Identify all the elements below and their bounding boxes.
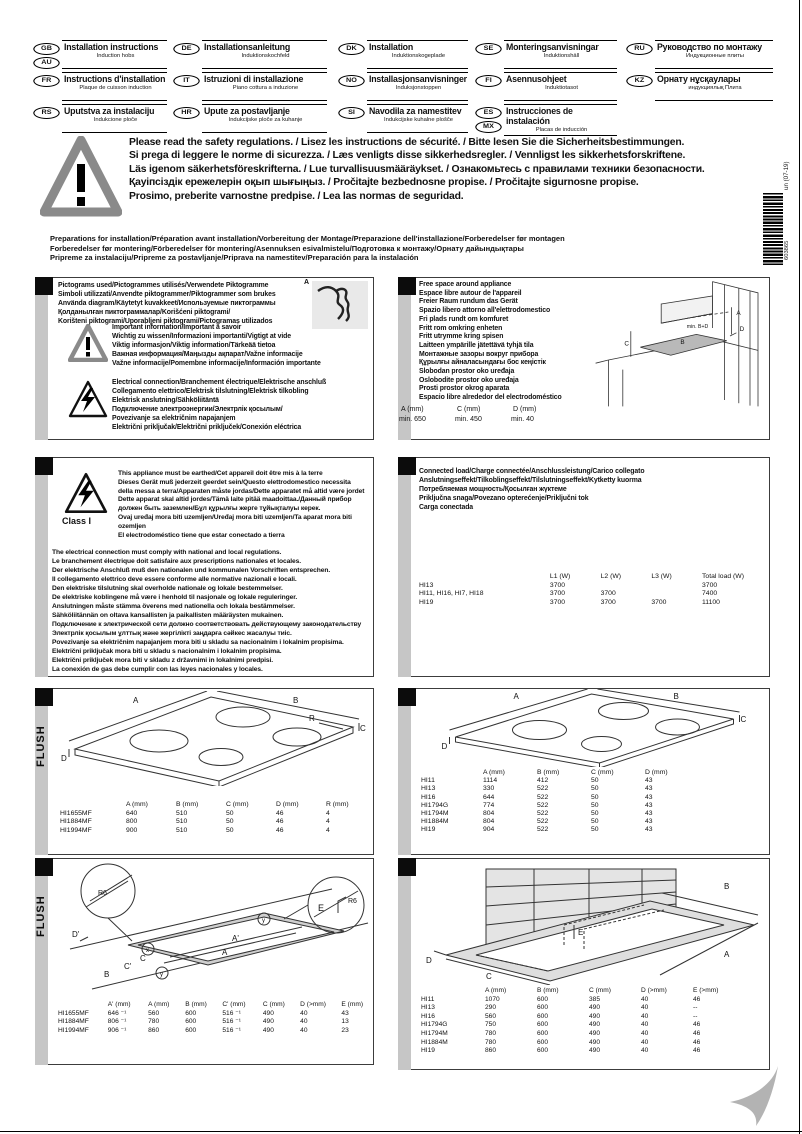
side-strip xyxy=(398,706,411,855)
svg-text:C': C' xyxy=(124,962,132,971)
corner-mark xyxy=(398,688,416,706)
flush-cutout-diagram xyxy=(52,861,370,993)
language-entry xyxy=(175,72,327,101)
table-row: HI16 644 522 50 43 xyxy=(421,793,653,801)
svg-text:E: E xyxy=(578,928,584,937)
country-badge: DK xyxy=(338,43,364,55)
barcode-number: 603865 xyxy=(784,240,790,260)
connected-load-lines: Connected load/Charge connectée/Anschlussleistung/Carico collegato Anslutningseffekt/Tilkoblingseffekt/Tilslutningseffekt/Kytketty kuorma Потребляемая мощность/Қосылған жүктеме Priključna snaga/Povezano opterećenje/Priključni tok Carga conectada xyxy=(419,468,645,511)
column-header: C (mm) xyxy=(226,801,249,808)
power-cable-icon xyxy=(312,281,368,329)
column-header: R (mm) xyxy=(326,801,349,808)
country-badge: GB xyxy=(33,43,59,55)
country-badge: FR xyxy=(33,75,59,87)
corner-mark xyxy=(35,457,53,475)
column-header: C (mm) xyxy=(589,987,611,994)
language-title: Installation instructions xyxy=(64,42,159,52)
imprint-code: un (07-19) xyxy=(783,161,790,190)
language-title: Istruzioni di installazione xyxy=(204,74,304,84)
language-title: Руководство по монтажу xyxy=(657,42,762,52)
earthing-box xyxy=(35,457,374,677)
table-row: HI19 3700 3700 3700 11100 xyxy=(419,598,720,606)
table-row: HI1794M 780 600 490 40 46 xyxy=(421,1029,701,1037)
column-header: A (mm) xyxy=(148,1001,170,1008)
country-badge: HR xyxy=(173,107,199,119)
column-header xyxy=(421,769,483,777)
svg-text:D: D xyxy=(441,742,448,751)
country-badge: AU xyxy=(33,57,59,69)
corner-mark xyxy=(35,858,53,876)
dims-bottom-table xyxy=(421,987,739,1056)
column-header xyxy=(421,987,485,996)
country-badges xyxy=(35,72,58,87)
language-entry xyxy=(175,40,327,69)
regulation-lines: The electrical connection must comply with national and local regulations. Le branchement électrique doit satisfaire aux prescriptions nationales et locales. Der elektrische Anschluß muß den nationalen und kommunalen Vorschriften entsprechen. Il collegamento elettrico deve essere conforme alle normative nazionali e locali. Den elektriske tilslutning skal overholde nationale og lokale bestemmelser. De elektriske koblingene må være i henhold til nasjonale og lokale reguleringer. Anslutningen måste stämma överens med nationella och lokala bestämmelser. Sähköliitännän on oltava kansallisten ja paikallisten määräysten mukainen. Подключение к электрической сети должно соответствовать действующему законодательству Электрлік қосылым ұлттық және жергілікті заңдарға сәйкес жасалуы тиіс. Povezivanje sa električnim napajanjem mora biti u skladu sa nacionalnim i lokalnim propisima. Električni priključak mora biti u skladu s nacionalnim i lokalnim propisima. Električni priključek mora biti v skladu z državnimi in lokalnimi predpisi. La conexión de gas debe cumplir con las leyes nacionales y locales. xyxy=(52,549,362,673)
column-header xyxy=(58,1001,108,1010)
language-title: Uputstva za instalaciju xyxy=(64,106,155,116)
language-subtitle: Piano cottura a induzione xyxy=(232,85,299,91)
table-row: HI11, HI16, HI7, HI18 3700 3700 7400 xyxy=(419,590,718,598)
table-row: HI11 1070 600 385 40 46 xyxy=(421,995,701,1003)
svg-text:R6: R6 xyxy=(98,890,107,897)
class1-electrical-icon xyxy=(64,472,108,514)
free-space-box xyxy=(398,277,770,440)
table-row: HI1794M 804 522 50 43 xyxy=(421,810,653,818)
flush-label: FLUSH xyxy=(35,895,47,937)
table-row: HI1884M 804 522 50 43 xyxy=(421,818,653,826)
language-title: Instructions d'installation xyxy=(64,74,166,84)
svg-text:B: B xyxy=(293,696,299,705)
language-subtitle: Indukcione ploče xyxy=(93,117,138,123)
column-header: B (mm) xyxy=(185,1001,207,1008)
safety-line: Prosimo, preberite varnostne predpise. / Lea las normas de seguridad. xyxy=(129,190,464,202)
safety-notice xyxy=(129,136,777,203)
corner-mark xyxy=(398,858,416,876)
flush-top-box xyxy=(35,688,374,855)
safety-line: Si prega di leggere le norme di sicurezza. / Læs venligts disse sikkerhedsregler. / Vennligst les sikkerhetsforskriftene. xyxy=(129,150,686,162)
page-edge-bottom xyxy=(0,1131,802,1132)
dims-top-box xyxy=(398,688,770,855)
svg-text:R: R xyxy=(309,714,315,723)
corner-mark xyxy=(398,457,416,475)
corner-mark xyxy=(35,277,53,295)
svg-text:D: D xyxy=(61,754,67,763)
safety-line: Läs igenom säkerhetsföreskrifterna. / Lue turvallisuusmääräykset. / Ознакомьтесь с правилами техники безопасности. xyxy=(129,163,705,175)
language-subtitle: Induktionshäll xyxy=(543,53,580,59)
side-strip xyxy=(35,295,48,440)
countertop-cutout-diagram xyxy=(424,863,764,985)
language-title: Monteringsanvisningar xyxy=(506,42,599,52)
column-header: E (>mm) xyxy=(693,987,719,994)
language-title: Upute za postavljanje xyxy=(204,106,290,116)
preparations-heading xyxy=(50,234,565,263)
table-row: HI1884MF 800 510 50 46 4 xyxy=(60,818,330,826)
language-entry xyxy=(477,40,617,69)
svg-text:C: C xyxy=(740,715,747,724)
country-badges xyxy=(35,104,58,119)
country-badge: MX xyxy=(475,121,501,133)
table-row: HI16 560 600 490 40 -- xyxy=(421,1012,698,1020)
language-subtitle: Induktionskochfeld xyxy=(241,53,290,59)
connected-load-table xyxy=(419,573,769,607)
table-row: HI13 330 522 50 43 xyxy=(421,785,653,793)
column-header: E (mm) xyxy=(341,1001,364,1008)
svg-text:D: D xyxy=(739,326,745,334)
table-row: HI1794G 750 600 490 40 46 xyxy=(421,1021,701,1029)
free-space-dim-values: min. 650 min. 450 min. 40 xyxy=(399,416,534,423)
table-row: HI19 904 522 50 43 xyxy=(421,826,653,834)
svg-text:x: x xyxy=(146,948,149,954)
hob-diagram xyxy=(61,691,366,786)
svg-text:A': A' xyxy=(232,934,239,943)
dims-bottom-box xyxy=(398,858,770,1070)
svg-text:y: y xyxy=(262,918,265,924)
cable-pictogram-label: A xyxy=(304,279,310,286)
flush-bottom-box xyxy=(35,858,374,1065)
svg-text:A: A xyxy=(724,950,730,959)
language-column-1 xyxy=(35,40,167,133)
country-badge: FI xyxy=(475,75,501,87)
language-subtitle: Induksjonstoppen xyxy=(395,85,442,91)
svg-text:R6: R6 xyxy=(348,898,357,905)
svg-text:B: B xyxy=(680,339,685,346)
column-header: L1 (W) xyxy=(549,573,571,580)
language-title: Орнату нұсқаулары xyxy=(657,74,741,84)
flush-label: FLUSH xyxy=(35,725,47,767)
column-header: A' (mm) xyxy=(107,1001,131,1008)
earthing-lines: This appliance must be earthed/Cet appareil doit être mis à la terre Dieses Gerät muß jederzeit geerdet sein/Questo elettrodomestico necessita della messa a terra/Apparaten måste jordas/Dette apparatet må altid være jordet Dette apparat skal altid jordes/Tämä laite pitää maadoittaa./Данный прибор должен быть заземлен/Бұл құрылғы жерге тұйықталуы керек. Ovaj uređaj mora biti uzemljen/Uređaj mora biti uzemljen/Ta aparat mora biti ozemljen El electrodoméstico tiene que estar conectado a tierra xyxy=(118,470,365,539)
svg-text:A: A xyxy=(513,692,519,701)
corner-mark xyxy=(398,277,416,295)
country-badge: IT xyxy=(173,75,199,87)
svg-text:D: D xyxy=(426,956,432,965)
table-row: HI11 1114 412 50 43 xyxy=(421,777,653,785)
column-header: L3 (W) xyxy=(651,573,672,580)
column-header: B (mm) xyxy=(537,987,559,994)
language-title: Installationsanleitung xyxy=(204,42,291,52)
column-header xyxy=(419,573,550,582)
language-entry xyxy=(340,72,468,101)
table-row: HI1884MF 806 ⁻¹ 780 600 516 ⁻¹ 490 40 13 xyxy=(58,1018,349,1026)
country-badge: KZ xyxy=(626,75,652,87)
country-badge: ES xyxy=(475,107,501,119)
svg-text:C: C xyxy=(624,340,630,348)
language-entry xyxy=(35,72,167,101)
language-column-3 xyxy=(340,40,468,133)
column-header: C (mm) xyxy=(591,769,614,776)
electrical-connection-lines: Electrical connection/Branchement électrique/Elektrische anschluß Collegamento elettrico/Elektrisk tilslutning/Elektrisk tilkobling Elektrisk anslutning/Sähköliitäntä Подключение электроэнергии/Электрлік қосылым/ Povezivanje sa električnim napajanjem Električni priključak/Električni priključek/Conexión eléctrica xyxy=(112,379,327,431)
language-entry xyxy=(175,104,327,133)
free-space-lines: Free space around appliance Espace libre autour de l'appareil Freier Raum rundum das Gerät Spazio libero attorno all'elettrodomestico Fri plads rundt om komfuret Fritt rom omkring enheten Fritt utrymme kring spisen Laitteen ympärille jätettävä tyhjä tila Монтажные зазоры вокруг прибора Құрылғы айналасындағы бос кеңістік Slobodan prostor oko uređaja Oslobodite prostor oko uređaja Prosti prostor okrog aparata Espacio libre alrededor del electrodoméstico xyxy=(419,281,562,402)
pictograms-box xyxy=(35,277,374,440)
column-header: C (mm) xyxy=(262,1001,285,1008)
barcode xyxy=(763,193,783,266)
table-row: HI1884M 780 600 490 40 46 xyxy=(421,1038,701,1046)
side-strip xyxy=(398,876,411,1070)
warning-triangle-icon xyxy=(40,136,122,220)
svg-text:B: B xyxy=(724,882,730,891)
table-row: HI13 3700 3700 xyxy=(419,581,718,589)
preparations-line: Pripreme za instalaciju/Pripreme za postavljanje/Priprava na namestitev/Preparación para la instalación xyxy=(50,253,419,263)
column-header: D (>mm) xyxy=(300,1001,326,1008)
column-header: A (mm) xyxy=(483,769,505,776)
hob-diagram xyxy=(434,689,754,767)
column-header: D (mm) xyxy=(645,769,668,776)
table-row: HI1994MF 906 ⁻¹ 860 600 516 ⁻¹ 490 40 23 xyxy=(58,1026,349,1034)
language-subtitle: Induction hobs xyxy=(96,53,135,59)
safety-line: Қауіпсіздік ережелерін оқып шығыңыз. / Pročitajte bezbednosne propise. / Pročitajte sigurnosne propise. xyxy=(129,177,639,189)
language-subtitle: Placas de inducción xyxy=(535,127,588,133)
language-title: Instrucciones de instalación xyxy=(506,106,573,126)
svg-text:B: B xyxy=(104,970,110,979)
country-badges xyxy=(35,40,58,69)
language-subtitle: Induktionskogeplade xyxy=(391,53,446,59)
country-badge: DE xyxy=(173,43,199,55)
table-row: HI1655MF 640 510 50 46 4 xyxy=(60,809,330,817)
column-header: B (mm) xyxy=(537,769,560,776)
table-row: HI13 290 600 490 40 -- xyxy=(421,1004,698,1012)
language-subtitle: Indukcijske kuhalne plošče xyxy=(384,117,453,123)
country-badge: RU xyxy=(626,43,652,55)
preparations-line: Preparations for installation/Préparation avant installation/Vorbereitung der Montage/Preparazione dell'installazione/Forberedelser før montagen xyxy=(50,234,565,243)
electrical-connection-icon xyxy=(68,380,108,418)
language-entry xyxy=(35,40,167,69)
safety-line: Please read the safety regulations. / Lisez les instructions de sécurité. / Bitte lesen Sie die Sicherheitsbestimmungen. xyxy=(129,137,685,148)
free-space-dim-headers: A (mm) C (mm) D (mm) xyxy=(401,406,537,413)
language-entry xyxy=(477,104,617,136)
flush-top-table xyxy=(60,801,360,835)
svg-text:D': D' xyxy=(72,930,80,939)
preparations-line: Forberedelser før montering/Förberedelser för montering/Asennuksen esivalmistelu/Подготовка к монтажу/Орнату дайындықтары xyxy=(50,243,524,253)
svg-text:C: C xyxy=(140,954,146,963)
column-header: D (mm) xyxy=(276,801,299,808)
language-entry xyxy=(35,104,167,133)
side-strip xyxy=(35,475,48,677)
language-entry xyxy=(477,72,617,101)
column-header: A (mm) xyxy=(485,987,507,994)
language-column-5 xyxy=(628,40,773,101)
language-subtitle: Индукционные плиты xyxy=(686,53,744,59)
important-info-lines: Important information/Important à savoir Wichtig zu wissen/Informazioni importanti/Vigtigt at vide Viktig informasjon/Viktig information/Tärkeää tietoa Важная информация/Маңызды ақпарат/Važne informacije Važne informacije/Pomembne informacije/Información importante xyxy=(112,324,321,367)
important-info-icon xyxy=(68,324,108,362)
table-row: HI1794G 774 522 50 43 xyxy=(421,801,653,809)
class1-label: Class I xyxy=(62,516,92,526)
svg-text:min. B+D: min. B+D xyxy=(686,324,709,330)
language-subtitle: индукциялық Плита xyxy=(688,85,742,91)
brand-swoosh-logo xyxy=(726,1066,782,1126)
column-header: B (mm) xyxy=(176,801,199,808)
flush-bottom-table xyxy=(58,1001,373,1035)
column-header: C' (mm) xyxy=(222,1001,246,1008)
table-row: HI19 860 600 490 40 46 xyxy=(421,1047,701,1055)
language-entry xyxy=(628,72,773,101)
language-column-2 xyxy=(175,40,327,133)
column-header: D (>mm) xyxy=(641,987,667,994)
language-subtitle: Induktiotasot xyxy=(545,85,578,91)
svg-text:A: A xyxy=(736,310,741,318)
column-header: L2 (W) xyxy=(600,573,622,580)
free-space-diagram xyxy=(594,280,766,408)
table-row: HI1994MF 900 510 50 46 4 xyxy=(60,826,330,834)
corner-mark xyxy=(35,688,53,706)
language-entry xyxy=(340,40,468,69)
country-badge: SI xyxy=(338,107,364,119)
column-header: A (mm) xyxy=(126,801,148,808)
svg-text:y: y xyxy=(160,972,163,978)
connected-load-box xyxy=(398,457,770,677)
language-entry xyxy=(340,104,468,133)
svg-text:E: E xyxy=(318,903,325,913)
svg-text:C: C xyxy=(486,972,492,981)
svg-text:A: A xyxy=(133,696,139,705)
table-row: HI1655MF 646 ⁻¹ 560 600 516 ⁻¹ 490 40 43 xyxy=(58,1009,349,1017)
language-title: Installasjonsanvisninger xyxy=(369,74,467,84)
page-edge-right xyxy=(799,0,800,1134)
language-title: Installation xyxy=(369,42,414,52)
side-strip xyxy=(398,475,411,677)
country-badge: SE xyxy=(475,43,501,55)
language-entry xyxy=(628,40,773,69)
pictograms-title: Pictograms used/Pictogrammes utilisés/Verwendete Piktogramme Simboli utilizzati/Anvendte piktogrammer/Piktogrammer som brukes Använda diagram/Käytetyt kuvakkeet/Используемые пиктограммы Қолданылған пиктограммалар/Korišćeni piktogrami/ Korišteni piktogrami/Uporabljeni piktogrami/Pictogramas utilizados xyxy=(58,282,276,325)
language-subtitle: Plaque de cuisson induction xyxy=(79,85,152,91)
country-badge: RS xyxy=(33,107,59,119)
column-header xyxy=(60,801,126,810)
language-column-4 xyxy=(477,40,617,136)
country-badge: NO xyxy=(338,75,364,87)
language-title: Navodila za namestitev xyxy=(369,106,462,116)
svg-text:B: B xyxy=(673,692,679,701)
column-header: Total load (W) xyxy=(702,573,744,580)
language-subtitle: Indukcijske ploče za kuhanje xyxy=(228,117,303,123)
svg-text:A: A xyxy=(222,948,228,957)
dims-top-table xyxy=(421,769,689,835)
svg-text:C: C xyxy=(360,724,366,733)
language-title: Asennusohjeet xyxy=(506,74,567,84)
